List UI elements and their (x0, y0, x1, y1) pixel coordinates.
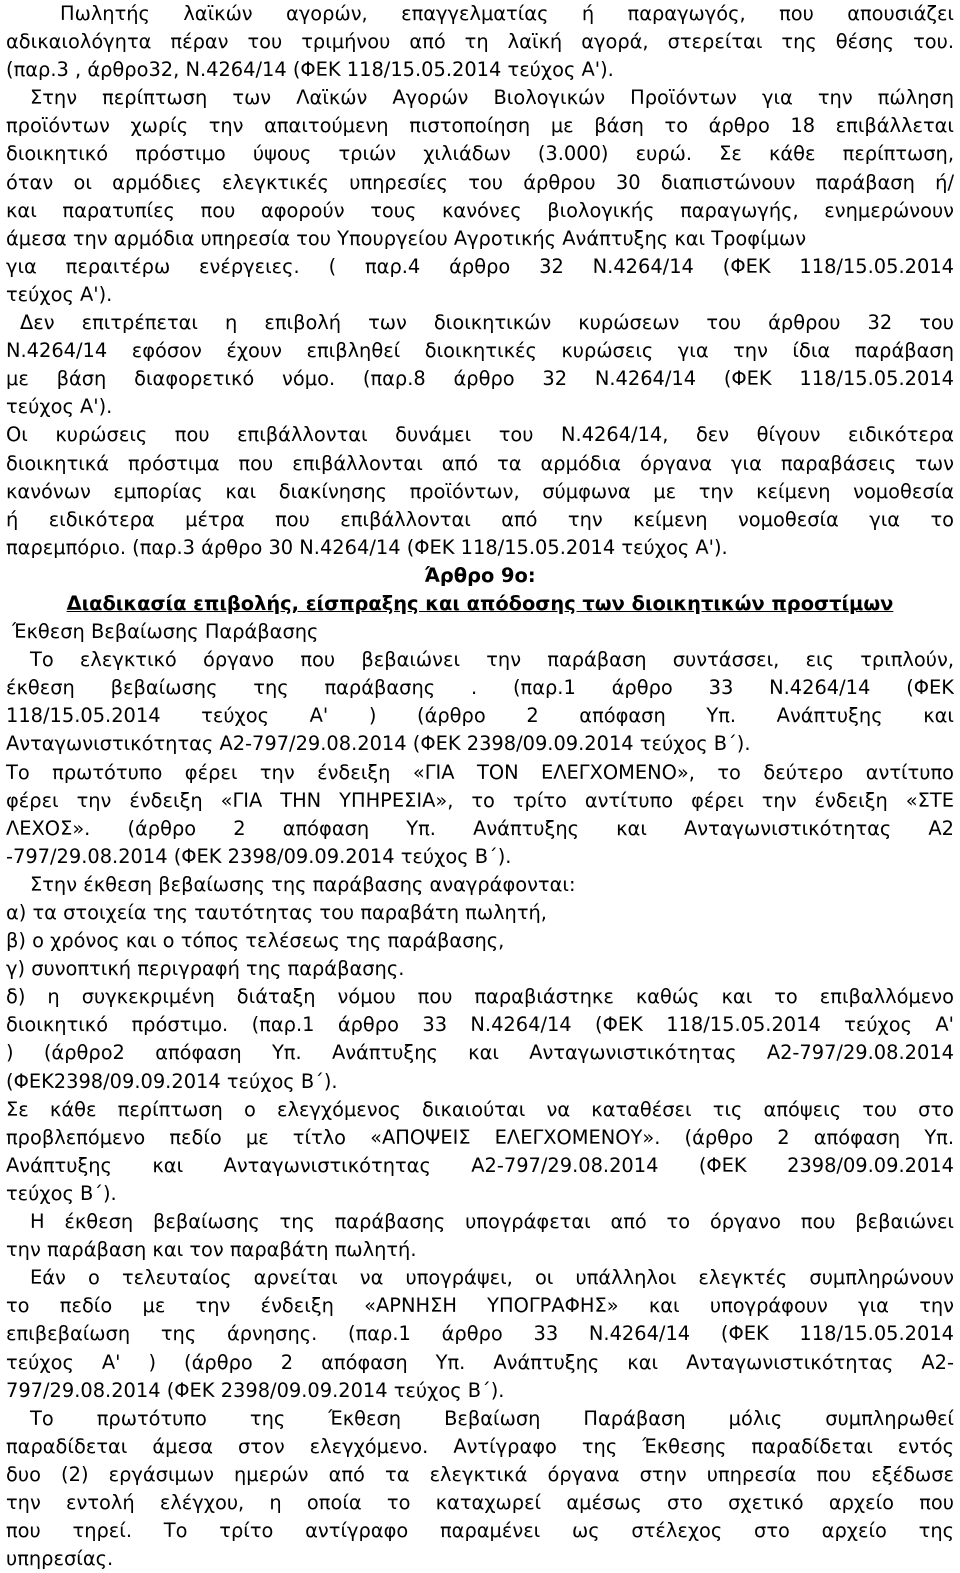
text-line: Οι κυρώσεις που επιβάλλονται δυνάμει του Ν.4264/14, δεν θίγουν ειδικότερα (6, 423, 954, 447)
text-line: Η έκθεση βεβαίωσης της παράβασης υπογράφεται από το όργανο που βεβαιώνει (30, 1210, 954, 1234)
text-line: επιβεβαίωση της άρνησης. (παρ.1 άρθρο 33 Ν.4264/14 (ΦΕΚ 118/15.05.2014 (6, 1322, 954, 1346)
text-line: Στην περίπτωση των Λαϊκών Αγορών Βιολογικών Προϊόντων για την πώληση (30, 86, 954, 110)
text-line: παρεμπόριο. (παρ.3 άρθρο 30 Ν.4264/14 (ΦΕΚ 118/15.05.2014 τεύχος Α'). (6, 535, 728, 559)
text-line: όταν οι αρμόδιες ελεγκτικές υπηρεσίες του άρθρου 30 διαπιστώνουν παράβαση ή/ (6, 170, 954, 194)
text-line: γ) συνοπτική περιγραφή της παράβασης. (6, 957, 405, 981)
text-line: -797/29.08.2014 (ΦΕΚ 2398/09.09.2014 τεύχος Β΄). (6, 844, 512, 868)
text-line: και παρατυπίες που αφορούν τους κανόνες βιολογικής παραγωγής, ενημερώνουν (6, 198, 954, 222)
text-line: που τηρεί. Το τρίτο αντίγραφο παραμένει ως στέλεχος στο αρχείο της (6, 1519, 954, 1543)
text-line: προβλεπόμενο πεδίο με τίτλο «ΑΠΟΨΕΙΣ ΕΛΕΓΧΟΜΕΝΟΥ». (άρθρο 2 απόφαση Υπ. (6, 1125, 954, 1149)
text-line: τεύχος Α'). (6, 282, 113, 306)
text-line: Έκθεση Βεβαίωσης Παράβασης (12, 620, 319, 644)
text-line: Ανάπτυξης και Ανταγωνιστικότητας Α2-797/29.08.2014 (ΦΕΚ 2398/09.09.2014 (6, 1153, 954, 1177)
text-line: Ανταγωνιστικότητας Α2-797/29.08.2014 (ΦΕΚ 2398/09.09.2014 τεύχος Β΄). (6, 732, 751, 756)
text-line: Το πρωτότυπο της Έκθεση Βεβαίωση Παράβαση μόλις συμπληρωθεί (30, 1406, 954, 1430)
text-line: Σε κάθε περίπτωση ο ελεγχόμενος δικαιούται να καταθέσει τις απόψεις του στο (6, 1097, 954, 1121)
text-line: (ΦΕΚ2398/09.09.2014 τεύχος Β΄). (6, 1069, 338, 1093)
article-title: Διαδικασία επιβολής, είσπραξης και απόδοσης των διοικητικών προστίμων (66, 591, 894, 615)
text-line: δ) η συγκεκριμένη διάταξη νόμου που παραβιάστηκε καθώς και το επιβαλλόμενο (6, 985, 954, 1009)
text-line: διοικητικό πρόστιμο ύψους τριών χιλιάδων (3.000) ευρώ. Σε κάθε περίπτωση, (6, 142, 954, 166)
text-line: υπηρεσίας. (6, 1547, 114, 1571)
text-line: δυο (2) εργάσιμων ημερών από τα ελεγκτικά όργανα στην υπηρεσία που εξέδωσε (6, 1462, 954, 1486)
text-line: διοικητικό πρόστιμο. (παρ.1 άρθρο 33 Ν.4264/14 (ΦΕΚ 118/15.05.2014 τεύχος Α' (6, 1013, 954, 1037)
text-line: το πεδίο με την ένδειξη «ΑΡΝΗΣΗ ΥΠΟΓΡΑΦΗΣ» και υπογράφουν για την (6, 1294, 954, 1318)
text-line: για περαιτέρω ενέργειες. ( παρ.4 άρθρο 32 Ν.4264/14 (ΦΕΚ 118/15.05.2014 (6, 254, 954, 278)
text-line: διοικητικά πρόστιμα που επιβάλλονται από τα αρμόδια όργανα για παραβάσεις των (6, 451, 954, 475)
text-line: έκθεση βεβαίωσης της παράβασης . (παρ.1 άρθρο 33 Ν.4264/14 (ΦΕΚ (6, 676, 954, 700)
text-line: Στην έκθεση βεβαίωσης της παράβασης αναγράφονται: (30, 872, 576, 896)
text-line: Εάν ο τελευταίος αρνείται να υπογράψει, οι υπάλληλοι ελεγκτές συμπληρώνουν (30, 1266, 954, 1290)
text-line: παραδίδεται άμεσα στον ελεγχόμενο. Αντίγραφο της Έκθεσης παραδίδεται εντός (6, 1434, 954, 1458)
text-line: ΛΕΧΟΣ». (άρθρο 2 απόφαση Υπ. Ανάπτυξης και Ανταγωνιστικότητας Α2 (6, 816, 954, 840)
article-heading: Άρθρο 9ο: (424, 563, 536, 587)
text-line: (παρ.3 , άρθρο32, Ν.4264/14 (ΦΕΚ 118/15.05.2014 τεύχος Α'). (6, 58, 614, 82)
text-line: φέρει την ένδειξη «ΓΙΑ ΤΗΝ ΥΠΗΡΕΣΙΑ», το τρίτο αντίτυπο φέρει την ένδειξη «ΣΤΕ (6, 788, 954, 812)
document-body-part-2 (6, 618, 954, 1573)
text-line: Το πρωτότυπο φέρει την ένδειξη «ΓΙΑ ΤΟΝ ΕΛΕΓΧΟΜΕΝΟ», το δεύτερο αντίτυπο (6, 760, 954, 784)
text-line: προϊόντων χωρίς την απαιτούμενη πιστοποίηση με βάση το άρθρο 18 επιβάλλεται (6, 114, 954, 138)
text-line: Δεν επιτρέπεται η επιβολή των διοικητικών κυρώσεων του άρθρου 32 του (20, 311, 954, 335)
text-line: Ν.4264/14 εφόσον έχουν επιβληθεί διοικητικές κυρώσεις για την ίδια παράβαση (6, 339, 954, 363)
text-line: με βάση διαφορετικό νόμο. (παρ.8 άρθρο 32 Ν.4264/14 (ΦΕΚ 118/15.05.2014 (6, 367, 954, 391)
text-line: 797/29.08.2014 (ΦΕΚ 2398/09.09.2014 τεύχος Β΄). (6, 1378, 505, 1402)
document-body-part-1 (6, 0, 954, 562)
text-line: κανόνων εμπορίας και διακίνησης προϊόντων, σύμφωνα με την κείμενη νομοθεσία (6, 479, 954, 503)
text-line: άμεσα την αρμόδια υπηρεσία του Υπουργείου Αγροτικής Ανάπτυξης και Τροφίμων (6, 226, 807, 250)
text-line: Πωλητής λαϊκών αγορών, επαγγελματίας ή παραγωγός, που απουσιάζει (60, 2, 954, 25)
text-line: την εντολή ελέγχου, η οποία το καταχωρεί αμέσως στο σχετικό αρχείο που (6, 1490, 954, 1514)
text-line: α) τα στοιχεία της ταυτότητας του παραβάτη πωλητή, (6, 901, 547, 924)
text-line: τεύχος Α' ) (άρθρο 2 απόφαση Υπ. Ανάπτυξης και Ανταγωνιστικότητας Α2- (6, 1350, 954, 1374)
text-line: Το ελεγκτικό όργανο που βεβαιώνει την παράβαση συντάσσει, εις τριπλούν, (30, 648, 954, 672)
text-line: τεύχος Α'). (6, 395, 113, 419)
text-line: 118/15.05.2014 τεύχος Α' ) (άρθρο 2 απόφαση Υπ. Ανάπτυξης και (6, 704, 954, 728)
text-line: αδικαιολόγητα πέραν του τριμήνου από τη λαϊκή αγορά, στερείται της θέσης του. (6, 30, 954, 54)
text-line: ή ειδικότερα μέτρα που επιβάλλονται από την κείμενη νομοθεσία για το (6, 507, 954, 531)
text-line: ) (άρθρο2 απόφαση Υπ. Ανάπτυξης και Ανταγωνιστικότητας Α2-797/29.08.2014 (6, 1041, 954, 1065)
text-line: την παράβαση και τον παραβάτη πωλητή. (6, 1238, 417, 1262)
text-line: τεύχος Β΄). (6, 1181, 117, 1205)
text-line: β) ο χρόνος και ο τόπος τελέσεως της παράβασης, (6, 929, 505, 953)
